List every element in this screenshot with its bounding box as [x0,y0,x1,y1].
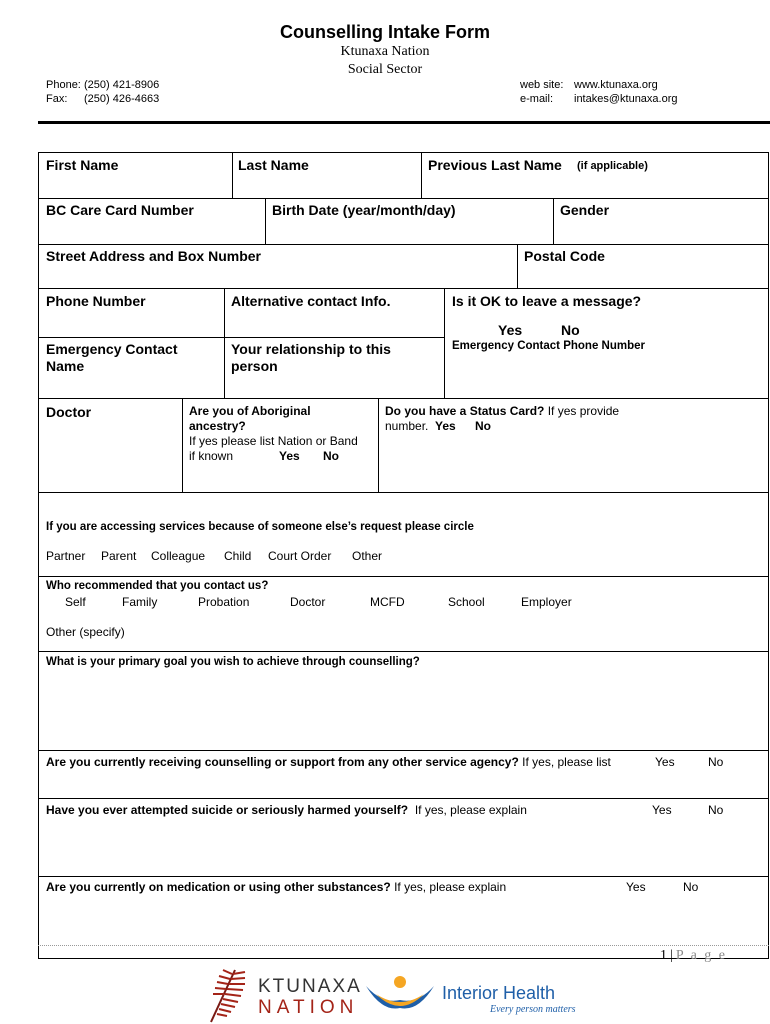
agency-field[interactable] [39,772,767,797]
alt-contact-field[interactable] [226,310,443,336]
row-divider [38,576,769,577]
status-q-bold: Do you have a Status Card? [385,404,545,418]
emergency-name-line2: Name [46,358,85,374]
request-opt-colleague[interactable]: Colleague [151,549,206,563]
request-question: If you are accessing services because of someone else’s request please circle [46,521,474,533]
col-divider [232,152,233,198]
email-label: e-mail: [520,93,554,105]
emergency-name-line1: Emergency Contact [46,341,178,357]
header-divider [38,121,770,124]
last-name-field[interactable] [234,172,420,197]
recommend-question: Who recommended that you contact us? [46,580,269,592]
emergency-phone-label: Emergency Contact Phone Number [452,340,645,352]
col-divider [444,288,445,398]
fax-label: Fax: [46,93,68,105]
recommend-opt-employer[interactable]: Employer [521,595,572,609]
emergency-name-field[interactable] [39,376,223,397]
ok-message-no[interactable]: No [561,322,580,338]
aboriginal-line3: If yes please list Nation or Band [189,434,358,448]
row-divider [38,198,769,199]
suicide-no[interactable]: No [708,803,724,817]
status-yes[interactable]: Yes [435,419,456,433]
agency-q-rest: If yes, please list [522,755,611,769]
row-divider [38,337,444,338]
medication-yes[interactable]: Yes [626,880,646,894]
row-divider [38,492,769,493]
dept-name: Social Sector [347,62,423,77]
aboriginal-yes[interactable]: Yes [279,449,300,463]
medication-no[interactable]: No [683,880,699,894]
gender-label: Gender [560,202,610,218]
col-divider [378,398,379,492]
phone-number-field[interactable] [39,310,223,336]
if-applicable-note: (if applicable) [577,160,648,172]
medication-q-rest: If yes, please explain [394,880,507,894]
phone-value: (250) 421-8906 [84,79,160,91]
street-label: Street Address and Box Number [46,248,261,264]
col-divider [182,398,183,492]
suicide-q-rest: If yes, please explain [414,803,527,817]
logo-interior-health-tag: Every person matters [490,1004,576,1015]
page-number-value: 1 [660,948,667,963]
row-divider [38,876,769,877]
doctor-field[interactable] [39,422,181,491]
other-specify-label: Other (specify) [46,625,125,639]
recommend-opt-probation[interactable]: Probation [198,595,250,609]
first-name-label: First Name [46,157,119,173]
medication-field[interactable] [39,897,767,943]
birth-date-field[interactable] [267,218,552,243]
bc-care-label: BC Care Card Number [46,202,194,218]
recommend-opt-mcfd[interactable]: MCFD [370,595,405,609]
status-q-rest: If yes provide [544,404,620,418]
aboriginal-line1: Are you of Aboriginal [189,404,311,418]
emergency-phone-field[interactable] [446,356,767,397]
ok-message-yes[interactable]: Yes [498,322,523,338]
row-divider [38,244,769,245]
page-word: P a g e [675,948,728,963]
relationship-field[interactable] [226,376,443,397]
suicide-yes[interactable]: Yes [652,803,672,817]
agency-no[interactable]: No [708,755,724,769]
web-label: web site: [520,79,564,91]
status-question [385,404,619,434]
birth-date-label: Birth Date (year/month/day) [272,202,456,218]
medication-question [46,880,506,894]
web-value: www.ktunaxa.org [574,79,658,91]
interior-health-icon [362,972,438,1016]
aboriginal-no[interactable]: No [323,449,339,463]
alt-contact-label: Alternative contact Info. [231,293,391,309]
recommend-opt-family[interactable]: Family [122,595,158,609]
page-number: 1 | P a g e [660,948,728,963]
goal-field[interactable] [39,674,767,748]
emergency-name-label [46,341,177,375]
phone-label: Phone: [46,79,81,91]
street-field[interactable] [39,264,516,287]
suicide-q-bold: Have you ever attempted suicide or seriously harmed yourself? [46,803,409,817]
col-divider [517,244,518,288]
last-name-label: Last Name [238,157,309,173]
logo-interior-health-name: Interior Health [442,983,556,1003]
row-divider [38,398,769,399]
logo-ktunaxa-line1: KTUNAXA [258,976,362,997]
feather-icon [205,966,253,1024]
row-divider [38,288,769,289]
form-title: Counselling Intake Form [279,22,491,42]
relationship-line1: Your relationship to this [231,341,391,357]
request-opt-partner[interactable]: Partner [46,549,86,563]
ok-message-label: Is it OK to leave a message? [452,293,642,309]
status-number-field[interactable] [380,436,767,491]
col-divider [265,198,266,244]
fax-value: (250) 426-4663 [84,93,160,105]
col-divider [553,198,554,244]
recommend-opt-school[interactable]: School [448,595,485,609]
other-specify-field[interactable] [140,620,760,648]
request-opt-parent[interactable]: Parent [101,549,137,563]
recommend-opt-self[interactable]: Self [65,595,86,609]
org-name: Ktunaxa Nation [340,44,430,59]
col-divider [421,152,422,198]
relationship-label [231,341,391,375]
medication-q-bold: Are you currently on medication or using other substances? [46,880,391,894]
request-opt-court-order[interactable]: Court Order [268,549,332,563]
phone-number-label: Phone Number [46,293,146,309]
row-divider [38,750,769,751]
aboriginal-line4: if known [189,449,234,463]
status-number-text: number. [385,419,429,433]
email-value: intakes@ktunaxa.org [574,93,678,105]
suicide-question [46,803,527,817]
bc-care-field[interactable] [39,218,264,243]
agency-yes[interactable]: Yes [655,755,675,769]
row-divider [38,798,769,799]
doctor-label: Doctor [46,404,92,420]
relationship-line2: person [231,358,278,374]
prev-last-name-field[interactable] [423,172,767,197]
row-divider [38,651,769,652]
status-no[interactable]: No [475,419,491,433]
gender-field[interactable] [555,218,767,243]
request-opt-other[interactable]: Other [352,549,383,563]
postal-label: Postal Code [524,248,605,264]
prev-last-name-label: Previous Last Name [428,157,562,173]
suicide-field[interactable] [39,820,767,875]
request-opt-child[interactable]: Child [224,549,252,563]
logo-ktunaxa-line2: NATION [258,997,359,1018]
agency-question [46,755,611,769]
first-name-field[interactable] [36,172,231,197]
recommend-opt-doctor[interactable]: Doctor [290,595,326,609]
aboriginal-line2: ancestry? [189,419,246,433]
postal-field[interactable] [519,264,767,287]
col-divider [224,288,225,398]
footer-divider [38,945,769,946]
agency-q-bold: Are you currently receiving counselling or support from any other service agency? [46,755,519,769]
goal-question: What is your primary goal you wish to achieve through counselling? [46,656,420,668]
